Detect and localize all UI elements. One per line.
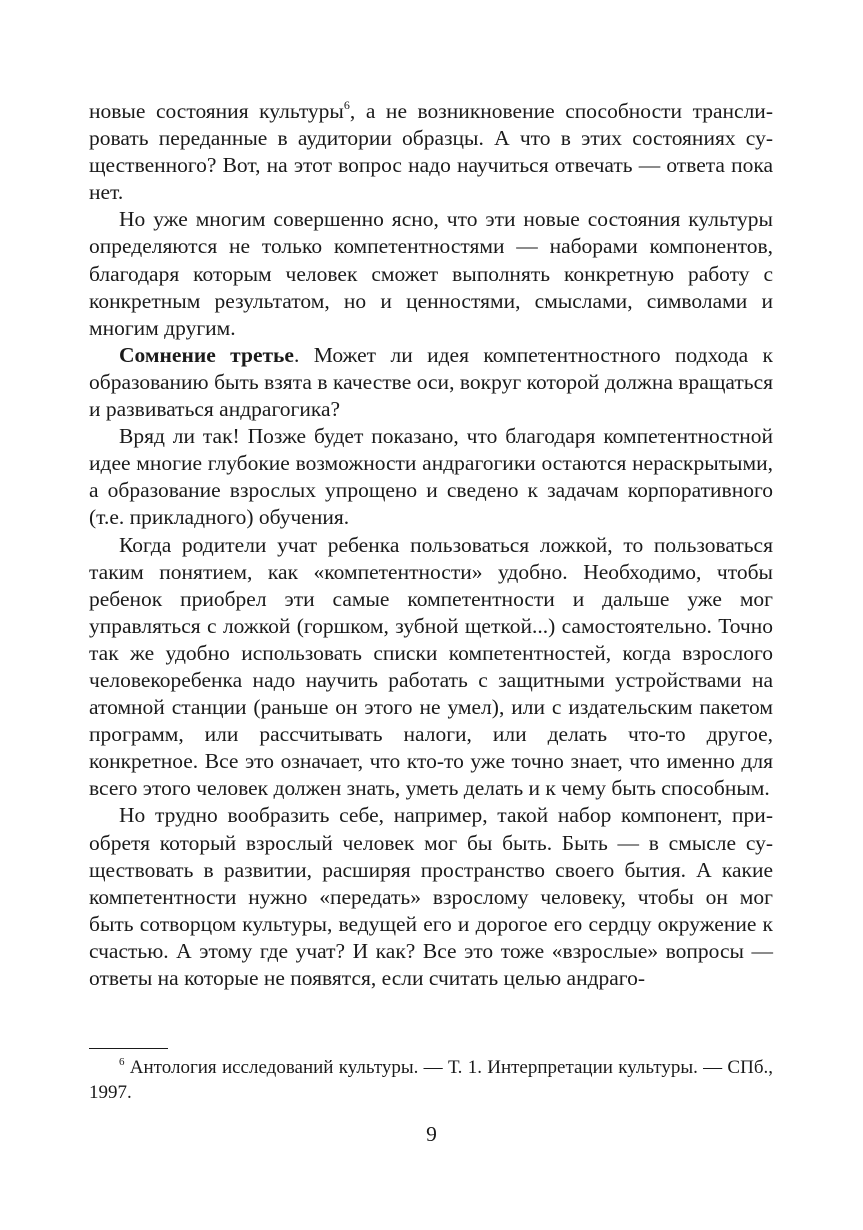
footnote-marker: 6 <box>119 1056 125 1068</box>
paragraph-5 <box>89 532 773 803</box>
paragraph-6 <box>89 802 773 992</box>
paragraph-1-text: , а не возникновение способности транслировать переданные в аудитории образцы. А что в этих состояниях существенного? Вот, на этот вопрос надо научиться отвечать — ответа пока нет. <box>89 99 773 205</box>
paragraph-3-lead-heading: Сомнение третье <box>119 342 294 367</box>
paragraph-4 <box>89 423 773 531</box>
paragraph-3 <box>89 342 773 423</box>
paragraph-1-start: новые состояния культуры <box>89 99 344 123</box>
paragraph-1 <box>89 98 773 206</box>
page-body <box>89 98 773 992</box>
paragraph-3-text: . Может ли идея компетентностного подхода к образованию быть взята в качестве оси, вокруг которой должна вращаться и развиваться андрагогика? <box>89 342 773 422</box>
footnote-text: Антология исследований культуры. — Т. 1. Интерпретации культуры. — СПб., 1997. <box>89 1057 773 1103</box>
paragraph-2-text: Но уже многим совершенно ясно, что эти новые состояния культуры определяются не только компетентностями — наборами компонентов, благодаря которым человек сможет выполнять конкретную работу с конкретным результатом, но и ценностями, смыслами, символами и многим другим. <box>89 207 773 340</box>
page-number: 9 <box>426 1122 437 1146</box>
paragraph-6-text: Но трудно вообразить себе, например, такой набор компонент, приобретя который взрослый человек мог бы быть. Быть — в смысле существовать в развитии, расширяя пространство своего бытия. А какие компетентности нужно «передать» взрослому человеку, чтобы он мог быть сотворцом культуры, ведущей его и дорогое его сердцу окружение к счастью. А этому где учат? И как? Все это тоже «взрослые» вопросы — ответы на которые не появятся, если считать целью андраго- <box>89 803 773 990</box>
paragraph-2 <box>89 206 773 341</box>
paragraph-4-text: Вряд ли так! Позже будет показано, что благодаря компетентностной идее многие глубокие возможности андрагогики остаются нераскрытыми, а образование взрослых упрощено и сведено к задачам корпоративного (т.е. прикладного) обучения. <box>89 424 773 530</box>
footnote-divider <box>89 1048 168 1049</box>
footnote-6 <box>89 1055 773 1105</box>
paragraph-5-text: Когда родители учат ребенка пользоваться ложкой, то пользоваться таким понятием, как «компетентности» удобно. Необходимо, чтобы ребенок приобрел эти самые компетентности и дальше уже мог управляться с ложкой (горшком, зубной щеткой...) самостоятельно. Точно так же удобно использовать списки компетентностей, когда взрослого человекоребенка надо научить работать с защитными устройствами на атомной станции (раньше он этого не умел), или с издательским пакетом программ, или рассчитывать налоги, или делать что-то другое, конкретное. Все это означает, что кто-то уже точно знает, что именно для всего этого человек должен знать, уметь делать и к чему быть способным. <box>89 532 773 801</box>
footnote-reference-6[interactable]: 6 <box>343 98 350 112</box>
